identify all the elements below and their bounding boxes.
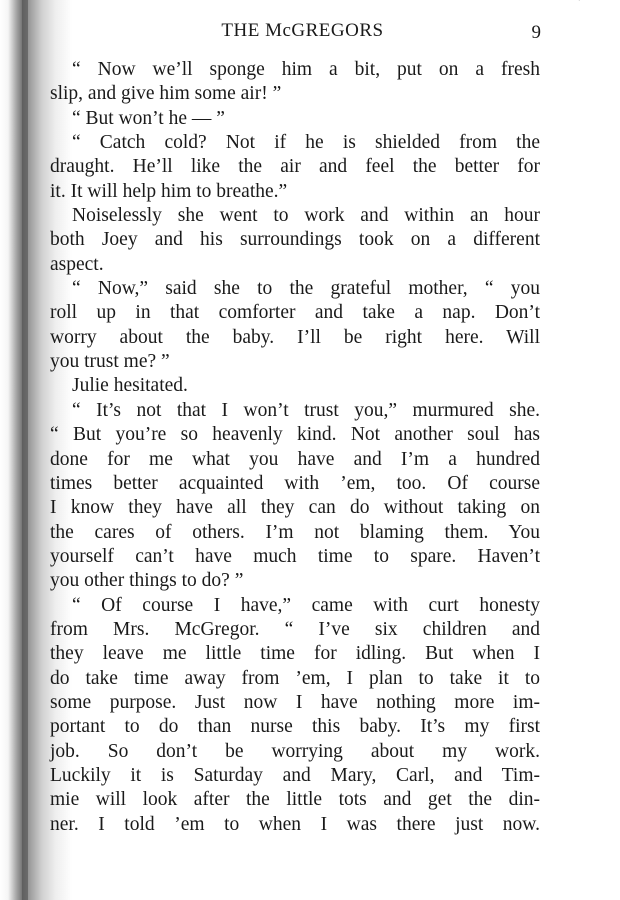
text-line: times better acquainted with ’em, too. Of course xyxy=(50,472,540,494)
text-line: the cares of others. I’m not blaming them. You xyxy=(50,521,540,543)
text-line: mie will look after the little tots and get the din- xyxy=(50,789,540,811)
text-line: yourself can’t have much time to spare. Haven’t xyxy=(50,545,540,567)
text-line: I know they have all they can do without taking on xyxy=(50,497,540,519)
page-number: 9 xyxy=(531,22,541,43)
text-line: done for me what you have and I’m a hundred xyxy=(50,448,540,470)
text-line: Julie hesitated. xyxy=(72,375,188,397)
text-line: “ But you’re so heavenly kind. Not another soul has xyxy=(50,424,540,446)
text-line: from Mrs. McGregor. “ I’ve six children and xyxy=(50,618,540,640)
text-line: “ Of course I have,” came with curt honesty xyxy=(72,594,540,616)
text-line: worry about the baby. I’ll be right here. Will xyxy=(50,326,540,348)
text-line: “ Now,” said she to the grateful mother, “ you xyxy=(72,278,540,300)
binding-streak xyxy=(22,0,28,900)
body-text xyxy=(50,58,540,837)
text-line: both Joey and his surroundings took on a different xyxy=(50,229,540,251)
text-line: “ Catch cold? Not if he is shielded from the xyxy=(72,132,540,154)
text-line: they leave me little time for idling. But when I xyxy=(50,643,540,665)
text-line: it. It will help him to breathe.” xyxy=(50,180,288,202)
text-line: “ Now we’ll sponge him a bit, put on a fresh xyxy=(72,59,540,80)
text-line: job. So don’t be worrying about my work. xyxy=(50,740,540,762)
text-line: slip, and give him some air! ” xyxy=(50,83,282,105)
text-line: do take time away from ’em, I plan to take it to xyxy=(50,667,540,689)
text-line: ner. I told ’em to when I was there just now. xyxy=(50,813,540,835)
text-line: Noiselessly she went to work and within an hour xyxy=(72,205,540,227)
text-line: roll up in that comforter and take a nap. Don’t xyxy=(50,302,540,324)
text-line: draught. He’ll like the air and feel the better for xyxy=(50,156,540,178)
running-head xyxy=(60,20,545,44)
text-line: you trust me? ” xyxy=(50,351,170,373)
text-line: you other things to do? ” xyxy=(50,570,244,592)
text-line: aspect. xyxy=(50,253,104,275)
text-line: some purpose. Just now I have nothing more im- xyxy=(50,691,540,713)
text-line: Luckily it is Saturday and Mary, Carl, and Tim- xyxy=(50,764,540,786)
text-line: “ But won’t he — ” xyxy=(72,107,225,129)
text-line: portant to do than nurse this baby. It’s my first xyxy=(50,716,540,738)
text-line: “ It’s not that I won’t trust you,” murmured she. xyxy=(72,399,540,421)
running-title: THE McGREGORS xyxy=(221,20,384,41)
corner-crease xyxy=(552,0,580,1)
